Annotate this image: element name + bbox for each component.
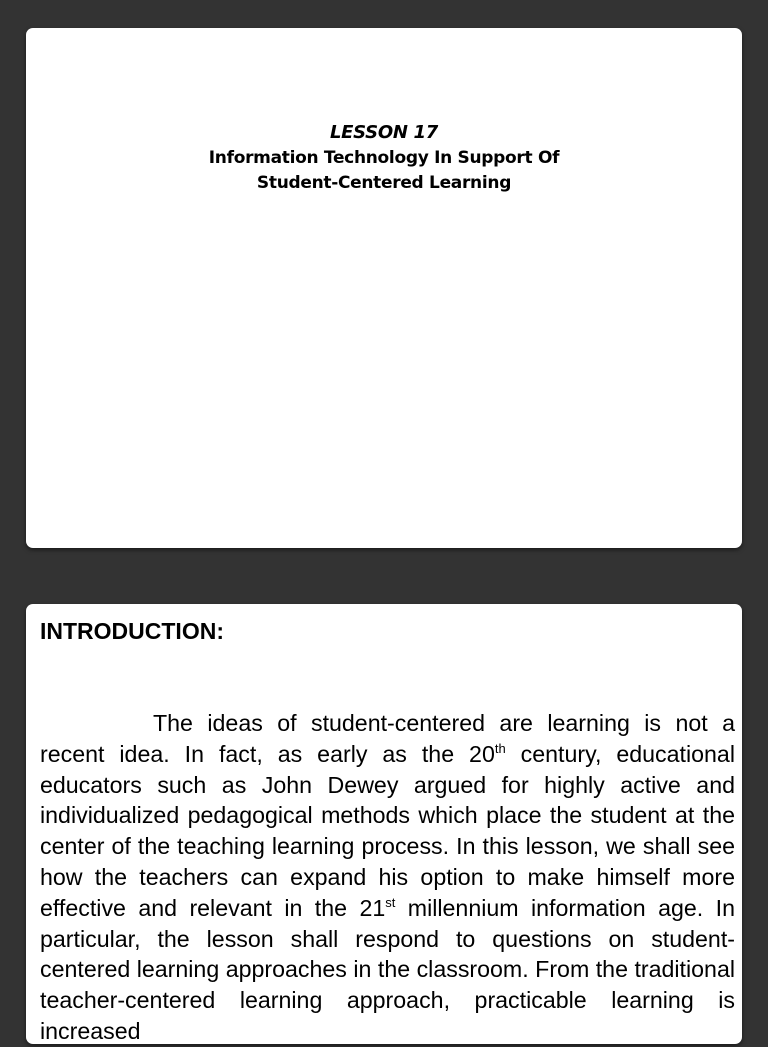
- section-heading-introduction: INTRODUCTION:: [40, 618, 224, 644]
- paragraph-text-part-1: The ideas of student-centered are learning is not a recent idea. In fact, as early as the 20: [40, 710, 735, 767]
- document-page-2: [26, 604, 742, 1044]
- ordinal-suffix-th: th: [494, 740, 506, 756]
- lesson-label: LESSON 17: [329, 122, 439, 143]
- document-page-1: [26, 28, 742, 548]
- paragraph-text-part-2: century, educational educators such as John Dewey argued for highly active and individualized pedagogical methods which place the student at the center of the teaching learning process. In this lesson, we shall see how the teachers can expand his option to make himself more effective and relevant in the 21: [40, 740, 735, 921]
- paragraph-text-part-3: millennium information age. In particular, the lesson shall respond to questions on student-centered learning approaches in the classroom. From the traditional teacher-centered learning approach, practicable learning is increased: [40, 894, 735, 1044]
- lesson-title-line-1: Information Technology In Support Of: [208, 148, 560, 168]
- lesson-title: [26, 146, 742, 196]
- lesson-title-line-2: Student-Centered Learning: [256, 173, 512, 193]
- introduction-paragraph: [40, 708, 735, 1047]
- ordinal-suffix-st: st: [385, 894, 396, 910]
